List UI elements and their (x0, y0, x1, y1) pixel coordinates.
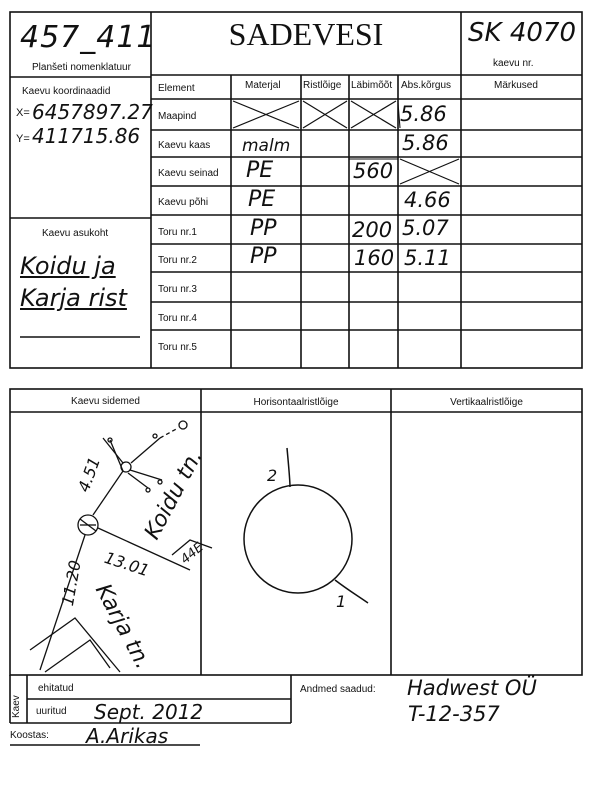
row-element: Maapind (158, 111, 197, 122)
koostas-value: A.Arikas (86, 724, 169, 748)
street-koidu: Koidu tn. (140, 445, 208, 544)
cell-labimoot: 200 (352, 218, 393, 242)
cell-abs: 5.86 (400, 102, 447, 126)
col-abs: Abs.kõrgus (401, 80, 452, 91)
building-number: 44E (178, 540, 207, 568)
cell-abs: 5.11 (404, 246, 451, 270)
andmed-number: T-12-357 (408, 702, 500, 726)
cell-materjal: PE (246, 158, 274, 183)
ehitatud-label: ehitatud (38, 683, 74, 694)
page-title: SADEVESI (228, 16, 384, 52)
andmed-label: Andmed saadud: (300, 684, 376, 695)
row-element: Kaevu kaas (158, 140, 211, 151)
well-number-label: kaevu nr. (493, 58, 534, 69)
uuritud-label: uuritud (36, 706, 67, 717)
col-labimoot: Läbimõõt (351, 80, 393, 91)
location-line2: Karja rist (20, 284, 127, 312)
location-line1: Koidu ja (20, 252, 116, 280)
cell-materjal: PP (250, 244, 277, 269)
row-element: Toru nr.4 (158, 313, 197, 324)
col1-label: Kaevu sidemed (71, 396, 140, 407)
col-element: Element (158, 83, 195, 94)
cell-labimoot: 560 (353, 159, 394, 183)
distance-label: 13.01 (102, 548, 152, 581)
row-element: Kaevu põhi (158, 197, 209, 208)
cell-materjal: PE (248, 187, 276, 212)
row-element: Kaevu seinad (158, 168, 219, 179)
distance-label: 4.51 (74, 454, 105, 495)
y-coordinate: 411715.86 (32, 124, 141, 148)
col2-label: Horisontaalristlõige (253, 397, 339, 408)
pipe-label-2: 2 (267, 466, 278, 485)
x-coordinate: 6457897.27 (32, 100, 153, 124)
sheet-label: Planšeti nomenklatuur (32, 62, 131, 73)
koostas-label: Koostas: (10, 730, 49, 741)
y-prefix: Y= (16, 133, 30, 145)
cell-materjal: PP (250, 216, 277, 241)
cell-abs: 5.07 (402, 216, 449, 240)
distance-label: 11.20 (58, 558, 85, 608)
row-element: Toru nr.5 (158, 342, 197, 353)
side-label: Kaev (11, 695, 22, 718)
row-element: Toru nr.1 (158, 227, 197, 238)
coords-label: Kaevu koordinaadid (22, 86, 111, 97)
location-label: Kaevu asukoht (42, 228, 109, 239)
cell-abs: 4.66 (404, 188, 451, 212)
andmed-value: Hadwest OÜ (407, 676, 537, 700)
col-materjal: Materjal (245, 80, 281, 91)
well-number: SK 4070 (468, 18, 576, 48)
cell-materjal: malm (242, 136, 291, 156)
row-element: Toru nr.2 (158, 255, 197, 266)
sheet-number: 457_411 (20, 20, 157, 55)
cell-abs: 5.86 (402, 131, 449, 155)
pipe-label-1: 1 (336, 592, 347, 611)
col-ristloige: Ristlõige (303, 80, 342, 91)
col3-label: Vertikaalristlõige (450, 397, 523, 408)
street-karja: Karja tn. (89, 580, 156, 674)
uuritud-value: Sept. 2012 (94, 700, 204, 724)
x-prefix: X= (16, 107, 30, 119)
horizontal-section-drawing (244, 448, 368, 603)
col-markused: Märkused (494, 80, 538, 91)
cell-labimoot: 160 (354, 246, 395, 270)
row-element: Toru nr.3 (158, 284, 197, 295)
